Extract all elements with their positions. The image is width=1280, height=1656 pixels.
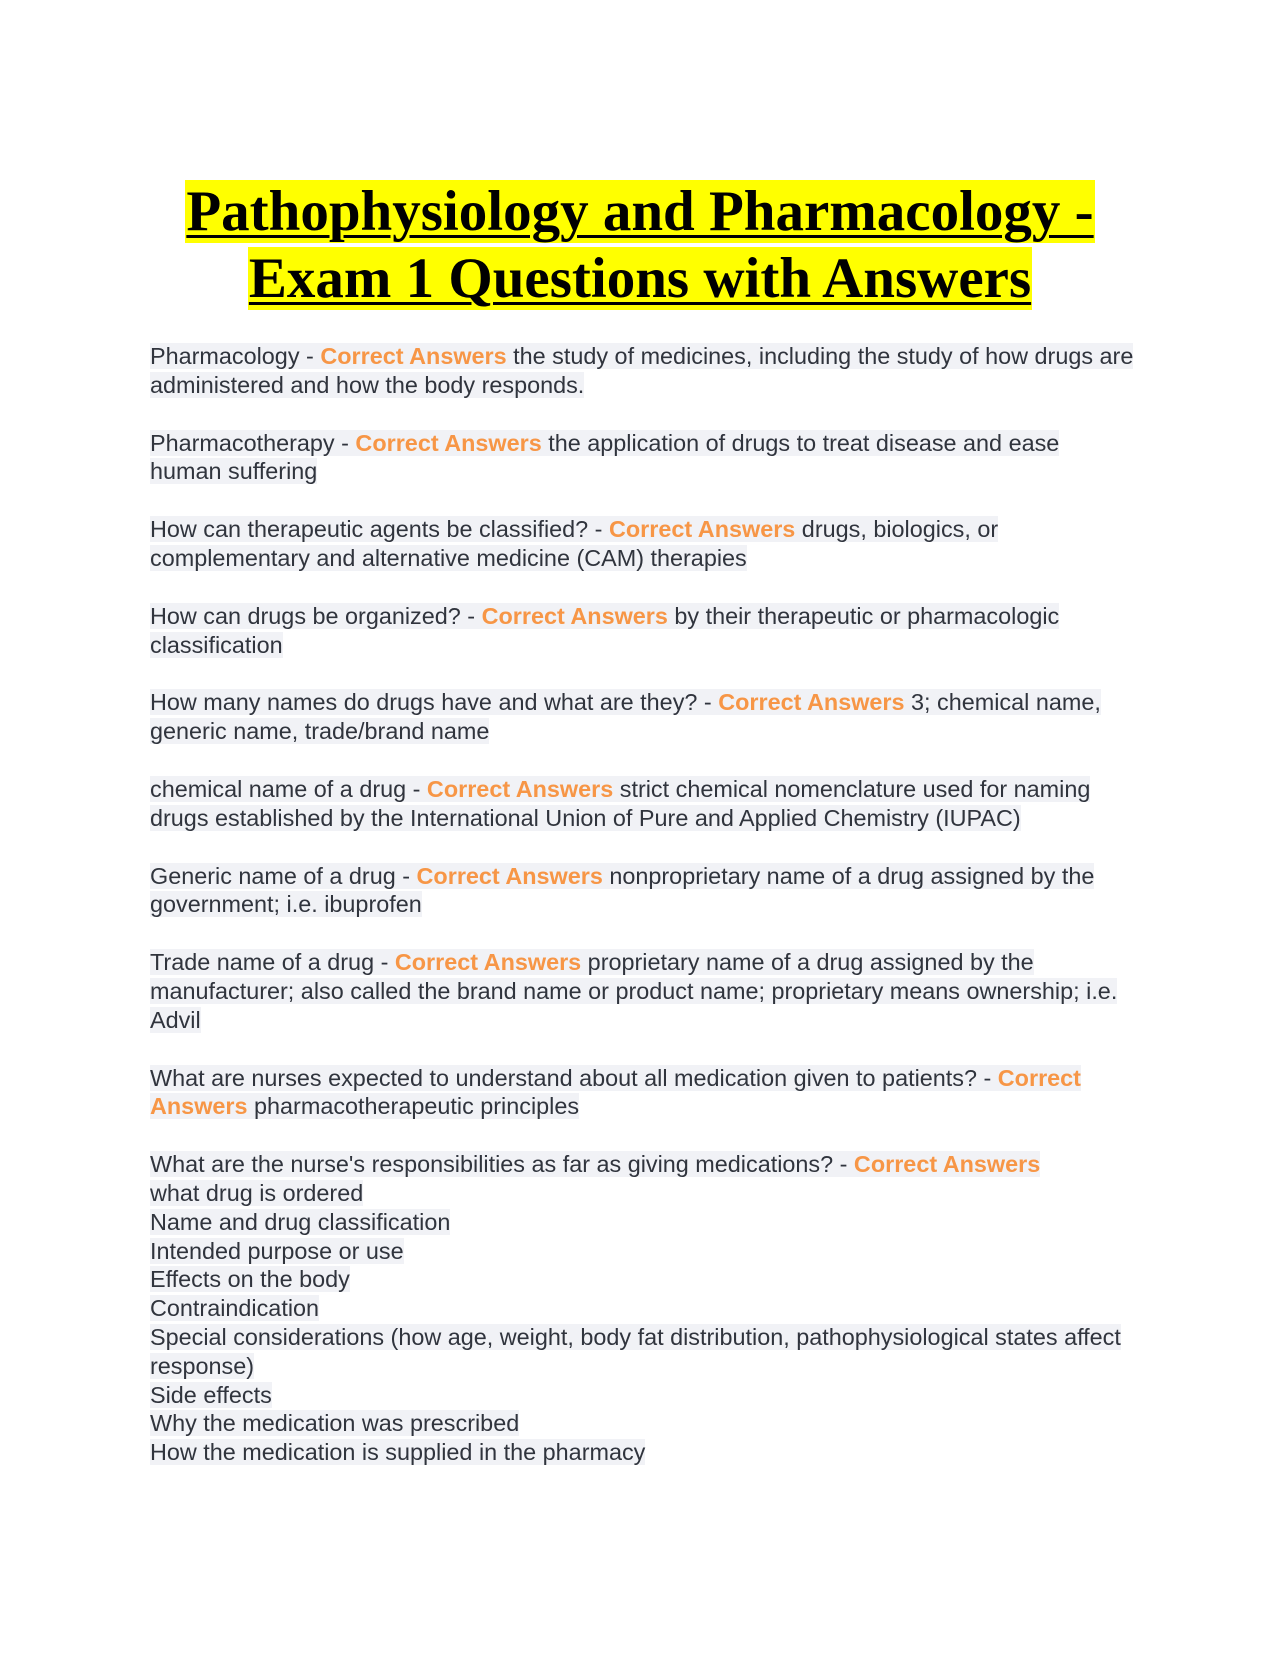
qa-item	[150, 1064, 1135, 1122]
correct-answers-label: Correct Answers	[320, 343, 507, 369]
question-text: Pharmacology -	[150, 343, 321, 369]
question-text: Pharmacotherapy -	[150, 429, 356, 456]
answer-line: Side effects	[150, 1381, 272, 1408]
answer-text: proprietary name of a drug assigned by the manufacturer; also called the brand name or product name; proprietary means ownership; i.e. Advil	[150, 949, 1118, 1033]
correct-answers-label: Correct Answers	[481, 602, 668, 629]
answer-line: Intended purpose or use	[150, 1237, 404, 1264]
answer-line: Contraindication	[150, 1295, 320, 1322]
title-line-2: Exam 1 Questions with Answers	[248, 247, 1032, 310]
question-text: How many names do drugs have and what are they? -	[150, 689, 719, 716]
question-text: What are nurses expected to understand about all medication given to patients? -	[150, 1064, 998, 1091]
question-text: chemical name of a drug -	[150, 775, 427, 802]
question-text: How can therapeutic agents be classified? -	[150, 516, 609, 543]
qa-list	[150, 342, 1135, 1496]
qa-item	[150, 948, 1135, 1034]
document-title	[150, 178, 1130, 312]
answer-line: Name and drug classification	[150, 1208, 451, 1235]
correct-answers-label: Correct Answers	[718, 689, 905, 716]
correct-answers-label: Correct Answers	[426, 775, 614, 802]
answer-text: strict chemical nomenclature used for naming drugs established by the International Union of Pure and Applied Chemistry (IUPAC)	[150, 775, 1091, 831]
answer-text: 3; chemical name, generic name, trade/brand name	[150, 689, 1101, 745]
answer-text: nonproprietary name of a drug assigned by the government; i.e. ibuprofen	[150, 862, 1095, 918]
qa-item	[150, 515, 1135, 573]
answer-text: drugs, biologics, or complementary and alternative medicine (CAM) therapies	[150, 516, 999, 571]
title-line-1: Pathophysiology and Pharmacology -	[186, 180, 1094, 243]
question-text: Generic name of a drug -	[150, 862, 417, 889]
qa-item	[150, 602, 1135, 660]
answer-line: Special considerations (how age, weight, body fat distribution, pathophysiological states affect response)	[150, 1323, 1121, 1379]
question-text: How can drugs be organized? -	[150, 602, 482, 629]
qa-item	[150, 429, 1135, 487]
answer-text: pharmacotherapeutic principles	[247, 1093, 580, 1120]
qa-item	[150, 862, 1135, 920]
question-text: Trade name of a drug -	[150, 949, 395, 976]
answer-line: Why the medication was prescribed	[150, 1410, 520, 1437]
answer-text: the application of drugs to treat disease and ease human suffering	[150, 429, 1060, 485]
correct-answers-label: Correct Answers	[416, 862, 603, 889]
correct-answers-label: Correct Answers	[150, 1064, 1081, 1120]
answer-line: How the medication is supplied in the pharmacy	[150, 1439, 646, 1466]
correct-answers-label: Correct Answers	[608, 516, 796, 543]
correct-answers-label: Correct Answers	[394, 949, 582, 976]
answer-text: the study of medicines, including the study of how drugs are administered and how the body responds.	[150, 343, 1134, 398]
question-text: What are the nurse's responsibilities as far as giving medications? -	[150, 1151, 854, 1178]
correct-answers-label: Correct Answers	[853, 1151, 1041, 1178]
answer-text: by their therapeutic or pharmacologic classification	[150, 602, 1060, 658]
answer-line: what drug is ordered	[150, 1179, 364, 1206]
correct-answers-label: Correct Answers	[355, 429, 542, 456]
qa-item-last	[150, 1150, 1135, 1467]
qa-item	[150, 688, 1135, 746]
qa-item	[150, 342, 1135, 400]
qa-item	[150, 775, 1135, 833]
answer-line: Effects on the body	[150, 1266, 350, 1293]
